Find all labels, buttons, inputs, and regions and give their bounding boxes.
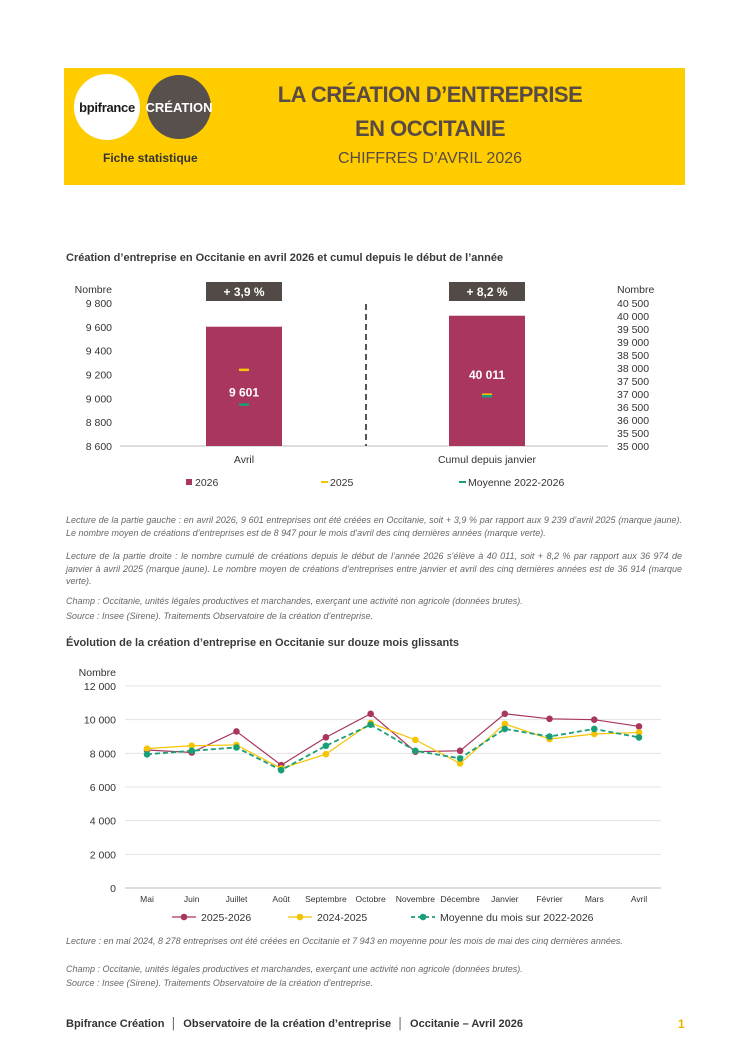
category-label: Cumul depuis janvier	[437, 454, 537, 466]
legend-label: Moyenne du mois sur 2022-2026	[440, 912, 594, 924]
data-point	[636, 734, 643, 741]
bpifrance-logo	[74, 74, 140, 140]
right-tick-label: 39 500	[617, 324, 650, 336]
bar-value-label: 40 011	[468, 367, 506, 382]
x-tick-label: Mars	[584, 894, 604, 904]
logo-creation-text: CRÉATION	[145, 99, 213, 115]
y-tick-label: 12 000	[83, 681, 116, 693]
legend-label: 2025	[330, 477, 354, 489]
y-axis-label: Nombre	[78, 667, 116, 679]
section1-champ: Champ : Occitanie, unités légales productives et marchandes, exerçant une activité non agricole (données brutes).	[66, 596, 523, 606]
right-tick-label: 36 000	[617, 415, 650, 427]
line-chart-douze-mois	[0, 655, 750, 935]
section2-title: Évolution de la création d’entreprise en Occitanie sur douze mois glissants	[66, 637, 460, 649]
right-tick-label: 38 000	[617, 363, 650, 375]
section2-note1: Lecture : en mai 2024, 8 278 entreprises ont été créées en Occitanie et 7 943 en moyenne pour les mois de mai des cinq dernières années.	[66, 936, 623, 946]
footer-separator: │	[397, 1018, 405, 1030]
section1-note2: Lecture de la partie droite : le nombre cumulé de créations depuis le début de l’année 2026 s’élève à 40 011, soit + 8,2 % par rapport aux 36 974 de janvier à avril 2025 (marque jaune). Le nombre moyen de créations d’entreprises entre janvier et avril des cinq dernières années est de 36 914 (marque verte).	[66, 551, 682, 586]
right-tick-label: 35 000	[617, 441, 650, 453]
data-point	[144, 745, 151, 752]
x-tick-label: Octobre	[355, 894, 386, 904]
left-tick-label: 9 400	[85, 345, 112, 358]
data-point	[546, 716, 553, 723]
right-tick-label: 38 500	[617, 350, 650, 362]
section2-source: Source : Insee (Sirene). Traitements Observatoire de la création d’entreprise.	[66, 978, 373, 988]
left-tick-label: 9 200	[85, 369, 112, 382]
left-axis-label: Nombre	[74, 284, 112, 296]
legend-swatch	[186, 479, 192, 485]
y-tick-label: 10 000	[83, 714, 116, 727]
legend-marker	[181, 914, 188, 921]
left-tick-label: 9 800	[85, 298, 112, 310]
data-point	[457, 748, 464, 755]
data-point	[457, 755, 464, 762]
data-point	[323, 751, 330, 758]
footer-separator: │	[170, 1018, 178, 1030]
section1-source: Source : Insee (Sirene). Traitements Observatoire de la création d’entreprise.	[66, 611, 373, 621]
data-point	[412, 748, 419, 755]
page-subtitle: CHIFFRES D’AVRIL 2026	[337, 150, 523, 167]
footer-part3: Occitanie – Avril 2026	[410, 1018, 523, 1030]
data-point	[591, 716, 598, 723]
data-point	[367, 721, 374, 728]
data-point	[323, 742, 330, 749]
data-point	[502, 726, 509, 733]
x-tick-label: Août	[272, 894, 290, 904]
x-tick-label: Février	[536, 894, 563, 904]
page-number: 1	[678, 1017, 685, 1031]
x-tick-label: Novembre	[395, 894, 435, 904]
page-title-line2: EN OCCITANIE	[354, 116, 506, 141]
data-point	[144, 751, 151, 758]
x-tick-label: Décembre	[440, 894, 480, 904]
right-tick-label: 37 000	[617, 389, 650, 401]
change-badge-label: + 3,9 %	[223, 285, 265, 299]
right-tick-label: 40 500	[617, 298, 650, 310]
x-tick-label: Septembre	[305, 894, 347, 904]
creation-logo	[147, 75, 211, 139]
left-tick-label: 9 600	[85, 321, 112, 334]
legend-label: 2024-2025	[317, 912, 368, 924]
legend-label: 2025-2026	[201, 912, 252, 924]
right-tick-label: 40 000	[617, 311, 650, 323]
bar-value-label: 9 601	[228, 385, 260, 400]
y-tick-label: 8 000	[89, 748, 116, 761]
bar-chart-avril	[0, 270, 750, 510]
footer	[66, 1018, 523, 1030]
x-tick-label: Avril	[630, 894, 648, 904]
y-tick-label: 2 000	[89, 849, 116, 862]
x-tick-label: Juin	[183, 894, 200, 904]
series-line	[147, 714, 639, 765]
left-tick-label: 8 800	[85, 417, 112, 430]
y-tick-label: 6 000	[89, 782, 116, 794]
right-tick-label: 39 000	[617, 337, 650, 349]
data-point	[233, 744, 240, 751]
left-tick-label: 9 000	[85, 393, 112, 406]
x-tick-label: Janvier	[491, 894, 519, 904]
series-line	[147, 723, 639, 768]
fiche-label: Fiche statistique	[103, 151, 198, 165]
data-point	[233, 728, 240, 735]
right-tick-label: 37 500	[617, 376, 650, 388]
logo-bpi-text: bpifrance	[79, 99, 135, 115]
y-tick-label: 4 000	[89, 815, 116, 828]
legend-label: 2026	[195, 477, 219, 489]
footer-part1: Bpifrance Création	[66, 1018, 165, 1030]
section1-title: Création d’entreprise en Occitanie en avril 2026 et cumul depuis le début de l’année	[66, 252, 504, 264]
right-axis-label: Nombre	[617, 284, 655, 296]
change-badge-label: + 8,2 %	[466, 285, 508, 299]
x-tick-label: Mai	[140, 894, 154, 904]
data-point	[323, 734, 330, 741]
legend-marker	[297, 914, 304, 921]
data-point	[546, 733, 553, 740]
section1-note1: Lecture de la partie gauche : en avril 2026, 9 601 entreprises ont été créées en Occitanie, soit + 3,9 % par rapport aux 9 239 d’avril 2025 (marque jaune). Le nombre moyen de créations d’entreprises est de 8 947 pour le mois d’avril des cinq dernières années (marque verte).	[66, 515, 682, 538]
data-point	[278, 767, 285, 774]
page-title-line1: LA CRÉATION D’ENTREPRISE	[277, 82, 583, 107]
category-label: Avril	[233, 454, 255, 466]
data-point	[591, 726, 598, 733]
data-point	[412, 737, 419, 744]
left-tick-label: 8 600	[85, 441, 112, 453]
y-tick-label: 0	[110, 883, 116, 895]
data-point	[636, 723, 643, 730]
right-tick-label: 35 500	[617, 428, 650, 440]
legend-marker	[420, 914, 427, 921]
footer-part2: Observatoire de la création d’entreprise	[183, 1018, 392, 1030]
data-point	[188, 748, 195, 755]
x-tick-label: Juillet	[225, 894, 248, 904]
section2-champ: Champ : Occitanie, unités légales productives et marchandes, exerçant une activité non agricole (données brutes).	[66, 964, 523, 974]
right-tick-label: 36 500	[617, 402, 650, 414]
data-point	[502, 710, 509, 717]
data-point	[367, 710, 374, 717]
legend-label: Moyenne 2022-2026	[468, 477, 565, 489]
